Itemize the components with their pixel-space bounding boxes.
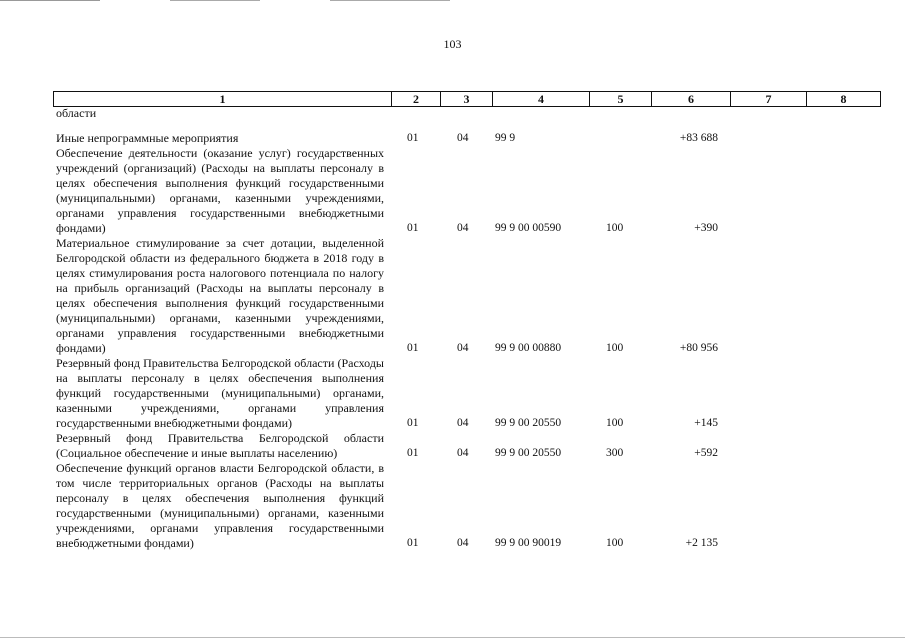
row-sum: +592 bbox=[694, 447, 718, 459]
column-header-1: 1 bbox=[54, 92, 392, 106]
row-sum: +145 bbox=[694, 417, 718, 429]
table-row bbox=[56, 131, 886, 146]
row-sum: +83 688 bbox=[679, 132, 718, 144]
row-sum: +2 135 bbox=[685, 537, 718, 549]
row-description: Резервный фонд Правительства Белгородской области (Социальное обеспечение и иные выплаты населению) bbox=[56, 431, 384, 460]
row-podrazdel: 04 bbox=[457, 132, 469, 144]
column-header-3: 3 bbox=[441, 92, 493, 106]
column-header-6: 6 bbox=[652, 92, 731, 106]
table-row bbox=[56, 106, 886, 121]
row-description: Иные непрограммные мероприятия bbox=[56, 131, 239, 145]
row-podrazdel: 04 bbox=[457, 447, 469, 459]
column-header-5: 5 bbox=[590, 92, 652, 106]
row-expense-type: 100 bbox=[606, 222, 624, 234]
row-target-article: 99 9 00 00590 bbox=[495, 222, 562, 234]
column-header-8: 8 bbox=[840, 92, 847, 106]
row-target-article: 99 9 bbox=[495, 132, 516, 144]
row-description: области bbox=[56, 106, 97, 120]
page-number: 103 bbox=[443, 37, 462, 51]
row-expense-type: 100 bbox=[606, 537, 624, 549]
row-target-article: 99 9 00 20550 bbox=[495, 417, 562, 429]
scan-edge-line bbox=[330, 0, 450, 1]
row-target-article: 99 9 00 00880 bbox=[495, 342, 562, 354]
row-podrazdel: 04 bbox=[457, 222, 469, 234]
row-target-article: 99 9 00 90019 bbox=[495, 537, 562, 549]
row-podrazdel: 04 bbox=[457, 537, 469, 549]
column-header-7: 7 bbox=[731, 92, 807, 106]
row-razdel: 01 bbox=[407, 342, 419, 354]
column-header-4: 4 bbox=[493, 92, 590, 106]
table-row bbox=[56, 431, 886, 461]
row-razdel: 01 bbox=[407, 447, 419, 459]
row-podrazdel: 04 bbox=[457, 417, 469, 429]
table-header bbox=[53, 91, 881, 107]
row-podrazdel: 04 bbox=[457, 342, 469, 354]
row-description: Резервный фонд Правительства Белгородской области (Расходы на выплаты персоналу в целях обеспечения выполнения функций государственными (муниципальными) органами, казенными учреждениями, органами управления государственными внебюджетными фондами) bbox=[56, 356, 384, 430]
column-header-2: 2 bbox=[392, 92, 441, 106]
row-target-article: 99 9 00 20550 bbox=[495, 447, 562, 459]
row-razdel: 01 bbox=[407, 537, 419, 549]
scan-edge-line bbox=[170, 0, 260, 1]
table-row bbox=[56, 146, 886, 236]
row-razdel: 01 bbox=[407, 132, 419, 144]
row-description: Обеспечение функций органов власти Белгородской области, в том числе территориальных органов (Расходы на выплаты персоналу в целях обеспечения выполнения функций государственными (муниципальными) органами, казенными учреждениями, органами управления государственными внебюджетными фондами) bbox=[56, 461, 384, 550]
row-description: Материальное стимулирование за счет дотации, выделенной Белгородской области из федерального бюджета в 2018 году в целях стимулирования роста налогового потенциала по налогу на прибыль организаций (Расходы на выплаты персоналу в целях обеспечения выполнения функций государственными (муниципальными) органами, казенными учреждениями, органами управления государственными внебюджетными фондами) bbox=[56, 236, 384, 355]
budget-table-body bbox=[56, 106, 886, 551]
row-sum: +80 956 bbox=[679, 342, 718, 354]
table-row bbox=[56, 236, 886, 356]
table-row bbox=[56, 356, 886, 431]
row-razdel: 01 bbox=[407, 417, 419, 429]
row-expense-type: 100 bbox=[606, 417, 624, 429]
scan-edge-line bbox=[0, 637, 905, 638]
row-sum: +390 bbox=[694, 222, 718, 234]
row-expense-type: 100 bbox=[606, 342, 624, 354]
table-row bbox=[56, 461, 886, 551]
row-razdel: 01 bbox=[407, 222, 419, 234]
row-expense-type: 300 bbox=[606, 447, 624, 459]
row-description: Обеспечение деятельности (оказание услуг) государственных учреждений (организаций) (Расходы на выплаты персоналу в целях обеспечения выполнения функций государственными (муниципальными) органами, казенными учреждениями, органами управления государственными внебюджетными фондами) bbox=[56, 146, 384, 235]
scan-edge-line bbox=[0, 0, 100, 1]
